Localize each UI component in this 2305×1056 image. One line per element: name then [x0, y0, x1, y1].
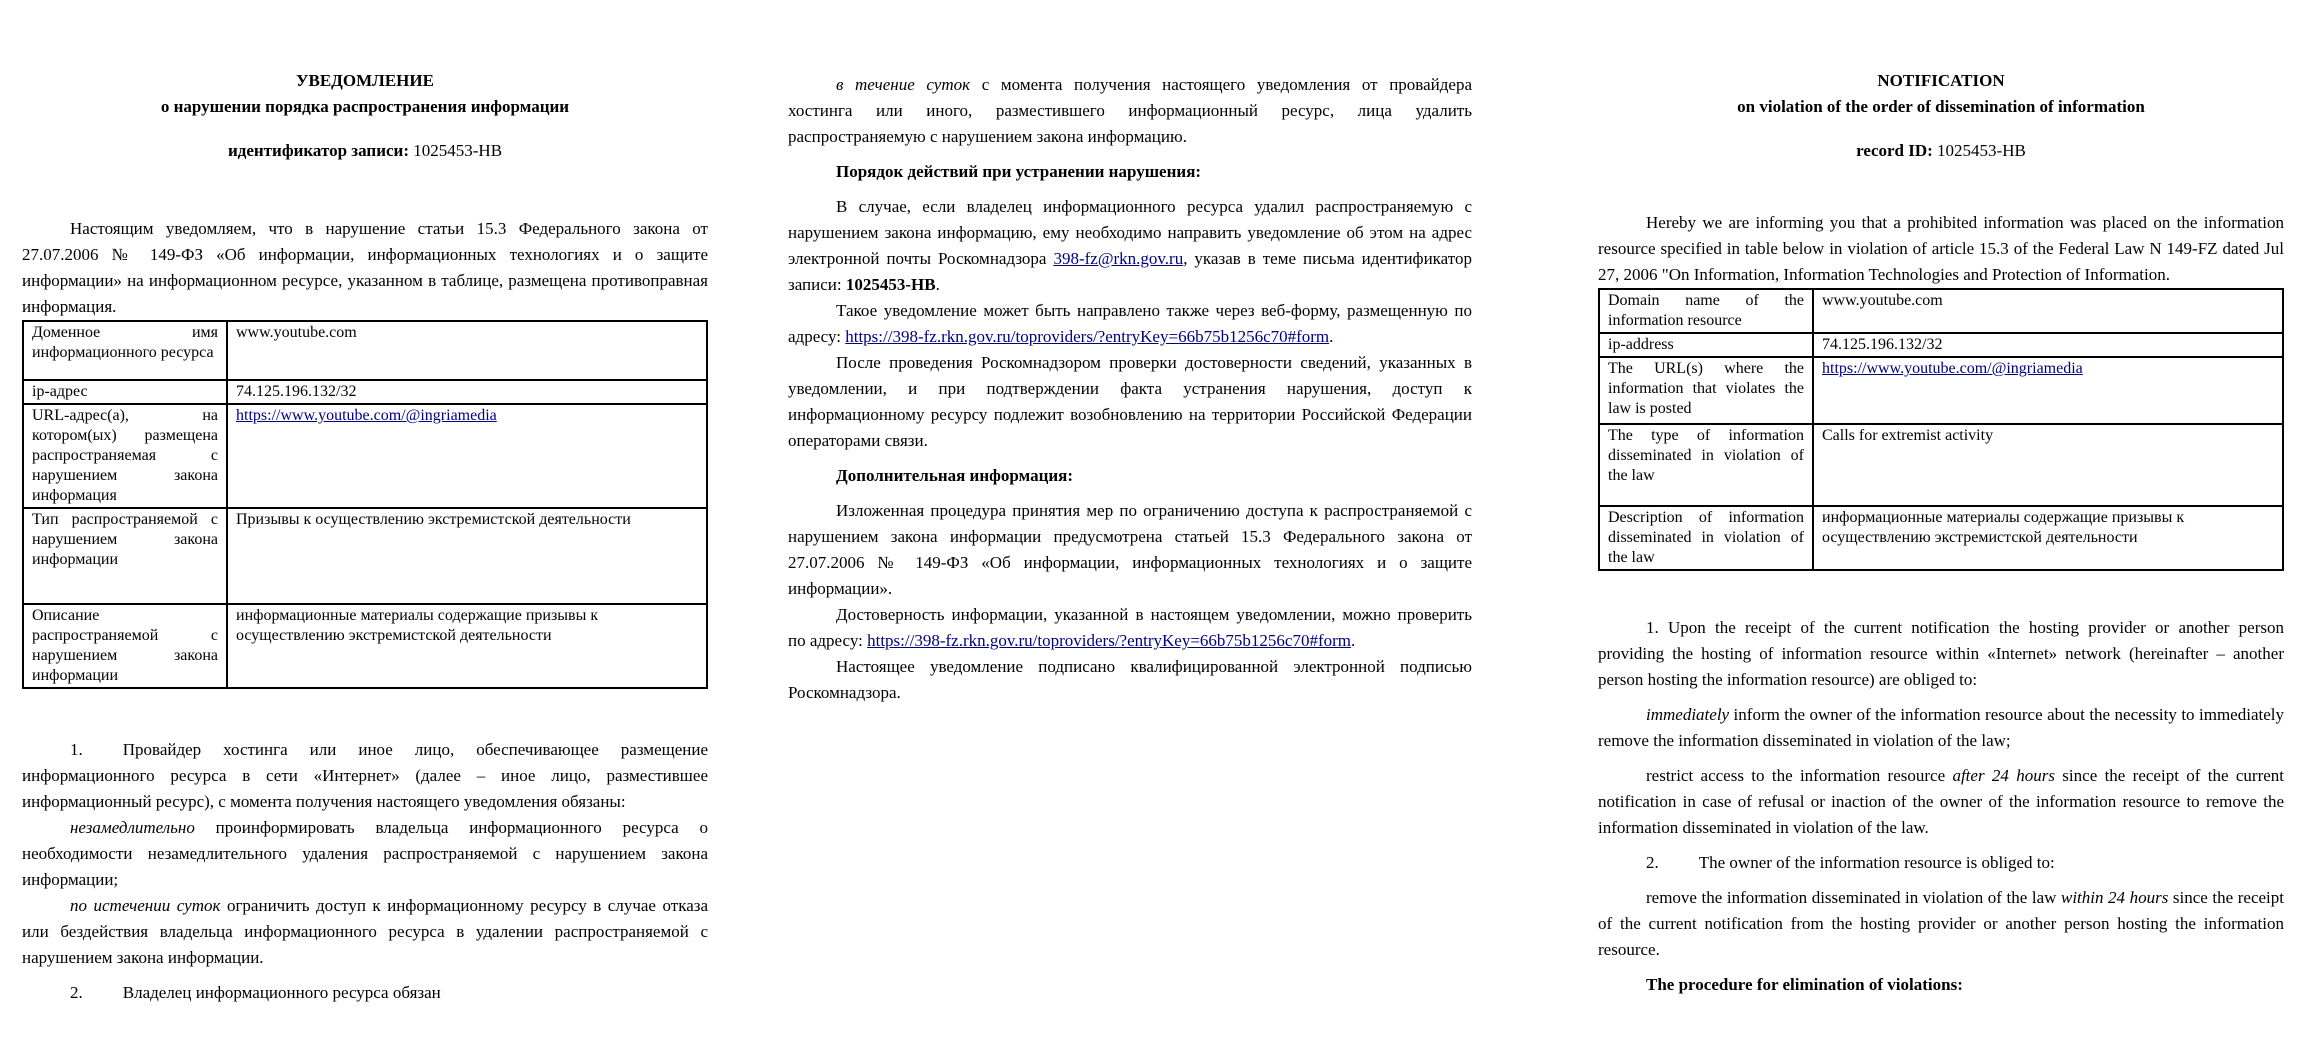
table-row-domain: [1599, 289, 2283, 333]
row-value-cell: [227, 321, 707, 380]
text-run: 2.: [70, 983, 83, 1002]
table-row-domain: [23, 321, 707, 380]
text-run: информационные материалы содержащие призывы к осуществлению экстремистской деятельности: [236, 607, 599, 644]
text-run: Calls for extremist activity: [1822, 427, 1994, 444]
row-value-cell: [1813, 357, 2283, 424]
text-run: Такое уведомление может быть направлено также через веб-форму, размещенную по адресу:: [788, 301, 1472, 346]
text-run: проинформировать владельца информационного ресурса о необходимости незамедлительного удаления распространяемой с нарушением закона информации;: [22, 818, 708, 889]
paragraph: [788, 298, 1472, 350]
text-run: since the receipt of the current notification in case of refusal or inaction of the owner of the information resource to remove the information disseminated in violation of the law.: [1598, 766, 2284, 837]
text-run: 1025453-НВ: [845, 275, 936, 294]
text-run: Настоящим уведомляем, что в нарушение статьи 15.3 Федерального закона от 27.07.2006 № 149-ФЗ «Об информации, информационных технологиях и о защите информации» на информационном ресурсе, указанном в таблице, размещена противоправная информация.: [22, 219, 708, 316]
text-run: Владелец информационного ресурса обязан: [122, 983, 441, 1002]
table-row-type: [1599, 424, 2283, 506]
text-run: The procedure for elimination of violations:: [1646, 975, 1963, 994]
text-run: по истечении суток: [70, 896, 221, 915]
text-run: immediately: [1646, 705, 1730, 724]
text-run: 1025453-НВ: [413, 141, 503, 160]
intro-paragraph-en: [1598, 210, 2284, 288]
text-run: after 24 hours: [1952, 766, 2055, 785]
table-row-type: [23, 508, 707, 604]
text-run: www.youtube.com: [236, 324, 357, 341]
paragraph: [1598, 702, 2284, 754]
text-run: www.youtube.com: [1822, 292, 1943, 309]
violation-table-en: [1598, 288, 2284, 571]
text-run: Дополнительная информация:: [836, 466, 1074, 485]
paragraph: [22, 980, 708, 1006]
text-run: Hereby we are informing you that a prohibited information was placed on the information resource specified in table below in violation of article 15.3 of the Federal Law N 149-FZ dated Jul 27, 2006 "On Information, Information Technologies and Protection of Information.: [1598, 213, 2284, 284]
text-run: 1.: [70, 740, 83, 759]
row-value-cell: [1813, 424, 2283, 506]
page-title-en: NOTIFICATION: [1877, 71, 2005, 90]
table-row-url: [23, 404, 707, 508]
text-run: ограничить доступ к информационному ресурсу в случае отказа или бездействия владельца информационного ресурса в удалении распространяемой с нарушением закона информации.: [22, 896, 708, 967]
paragraph: [1598, 885, 2284, 963]
text-run: информационные материалы содержащие призывы к осуществлению экстремистской деятельности: [1822, 509, 2185, 546]
text-run: Description of information disseminated in violation of the law: [1608, 509, 1804, 566]
page-subtitle-en: on violation of the order of dissemination of information: [1737, 97, 2145, 116]
page-title-ru: УВЕДОМЛЕНИЕ: [296, 71, 434, 90]
page-english: [1598, 0, 2284, 1007]
text-run: Изложенная процедура принятия мер по ограничению доступа к распространяемой с нарушением закона информации предусмотрена статьей 15.3 Федерального закона от 27.07.2006 № 149-ФЗ «Об информации, информационных технологиях и о защите информации».: [788, 501, 1472, 598]
row-value-cell: [227, 404, 707, 508]
paragraph: [788, 194, 1472, 298]
record-id-en: [1598, 138, 2284, 164]
page-russian-2: [788, 0, 1472, 706]
text-run: в течение суток: [836, 75, 971, 94]
violation-table-ru: [22, 320, 708, 689]
row-value-cell: [1813, 289, 2283, 333]
text-run: .: [1351, 631, 1356, 650]
row-label-cell: [23, 604, 227, 688]
hyperlink[interactable]: https://www.youtube.com/@ingriamedia: [1822, 360, 2083, 377]
hyperlink[interactable]: https://398-fz.rkn.gov.ru/toproviders/?entryKey=66b75b1256c70#form: [867, 631, 1352, 650]
text-run: restrict access to the information resource: [1646, 766, 1953, 785]
page-russian-1: [22, 0, 708, 1006]
paragraph: [1598, 763, 2284, 841]
text-run: record ID:: [1856, 141, 1938, 160]
hyperlink[interactable]: https://www.youtube.com/@ingriamedia: [236, 407, 497, 424]
paragraph: [788, 602, 1472, 654]
text-run: within 24 hours: [2060, 888, 2169, 907]
intro-paragraph-ru: [22, 216, 708, 320]
row-value-cell: [227, 604, 707, 688]
row-label-cell: [23, 380, 227, 404]
paragraph: [22, 737, 708, 815]
row-label-cell: [23, 321, 227, 380]
text-run: 1025453-HB: [1937, 141, 2026, 160]
paragraph: [22, 815, 708, 893]
obligations-list-en: [1598, 615, 2284, 998]
text-run: Провайдер хостинга или иное лицо, обеспечивающее размещение информационного ресурса в сети «Интернет» (далее – иное лицо, разместившее информационный ресурс), с момента получения настоящего уведомления обязаны:: [22, 740, 708, 811]
text-run: 74.125.196.132/32: [236, 383, 357, 400]
paragraph: [1598, 615, 2284, 693]
text-run: Описание распространяемой с нарушением закона информации: [32, 607, 218, 684]
paragraph: [788, 654, 1472, 706]
paragraph: [22, 893, 708, 971]
text-run: ip-адрес: [32, 383, 88, 400]
text-run: Domain name of the information resource: [1608, 292, 1804, 329]
row-label-cell: [1599, 506, 1813, 570]
table-row-description: [23, 604, 707, 688]
section-heading-elimination-procedure: [1598, 972, 2284, 998]
text-run: .: [935, 275, 940, 294]
row-label-cell: [1599, 357, 1813, 424]
page-subtitle-ru: о нарушении порядка распространения информации: [160, 97, 570, 116]
text-run: Тип распространяемой с нарушением закона информации: [32, 511, 218, 568]
row-value-cell: [1813, 506, 2283, 570]
hyperlink[interactable]: 398-fz@rkn.gov.ru: [1053, 249, 1184, 268]
text-run: Призывы к осуществлению экстремистской деятельности: [236, 511, 631, 528]
text-run: идентификатор записи:: [227, 141, 414, 160]
text-run: После проведения Роскомнадзором проверки достоверности сведений, указанных в уведомлении, и при подтверждении факта устранения нарушения, доступ к информационному ресурсу подлежит возобновлению на территории Российской Федерации операторами связи.: [788, 353, 1472, 450]
text-run: незамедлительно: [70, 818, 195, 837]
table-row-ip: [23, 380, 707, 404]
text-run: inform the owner of the information resource about the necessity to immediately remove the information disseminated in violation of the law;: [1598, 705, 2284, 750]
row-label-cell: [1599, 333, 1813, 357]
section-heading-procedure: [788, 159, 1472, 185]
text-run: since the receipt of the current notification from the hosting provider or another person hosting the information resource.: [1598, 888, 2284, 959]
row-label-cell: [1599, 289, 1813, 333]
paragraph: [788, 350, 1472, 454]
text-run: URL-адрес(а), на котором(ых) размещена распространяемая с нарушением закона информация: [32, 407, 218, 504]
paragraph: [788, 72, 1472, 150]
text-run: В случае, если владелец информационного ресурса удалил распространяемую с нарушением закона информацию, ему необходимо направить уведомление об этом на адрес электронной почты Роскомнадзора: [788, 197, 1472, 268]
row-value-cell: [1813, 333, 2283, 357]
row-value-cell: [227, 508, 707, 604]
text-run: 2.: [1646, 853, 1659, 872]
text-run: Доменное имя информационного ресурса: [32, 324, 218, 361]
obligations-list-ru: [22, 737, 708, 1006]
table-row-ip: [1599, 333, 2283, 357]
row-label-cell: [1599, 424, 1813, 506]
paragraph: [1598, 850, 2284, 876]
text-run: .: [1329, 327, 1334, 346]
text-run: The owner of the information resource is obliged to:: [1698, 853, 2055, 872]
text-run: 74.125.196.132/32: [1822, 336, 1943, 353]
record-id-ru: [22, 138, 708, 164]
text-run: remove the information disseminated in violation of the law: [1646, 888, 2061, 907]
text-run: The type of information disseminated in violation of the law: [1608, 427, 1804, 484]
hyperlink[interactable]: https://398-fz.rkn.gov.ru/toproviders/?entryKey=66b75b1256c70#form: [845, 327, 1330, 346]
text-run: , указав в теме письма идентификатор записи:: [788, 249, 1472, 294]
section-heading-additional-info: [788, 463, 1472, 489]
row-label-cell: [23, 508, 227, 604]
text-run: ip-address: [1608, 336, 1674, 353]
paragraph: [788, 498, 1472, 602]
table-row-description: [1599, 506, 2283, 570]
text-run: 1. Upon the receipt of the current notification the hosting provider or another person providing the hosting of information resource within «Internet» network (hereinafter – another person hosting the information resource) are obliged to:: [1598, 618, 2284, 689]
text-run: Порядок действий при устранении нарушения:: [836, 162, 1202, 181]
text-run: Достоверность информации, указанной в настоящем уведомлении, можно проверить по адресу:: [788, 605, 1472, 650]
text-run: Настоящее уведомление подписано квалифицированной электронной подписью Роскомнадзора.: [788, 657, 1472, 702]
row-value-cell: [227, 380, 707, 404]
text-run: The URL(s) where the information that violates the law is posted: [1608, 360, 1804, 417]
row-label-cell: [23, 404, 227, 508]
text-run: с момента получения настоящего уведомления от провайдера хостинга или иного, разместившего информационный ресурс, лица удалить распространяемую с нарушением закона информацию.: [788, 75, 1472, 146]
table-row-url: [1599, 357, 2283, 424]
